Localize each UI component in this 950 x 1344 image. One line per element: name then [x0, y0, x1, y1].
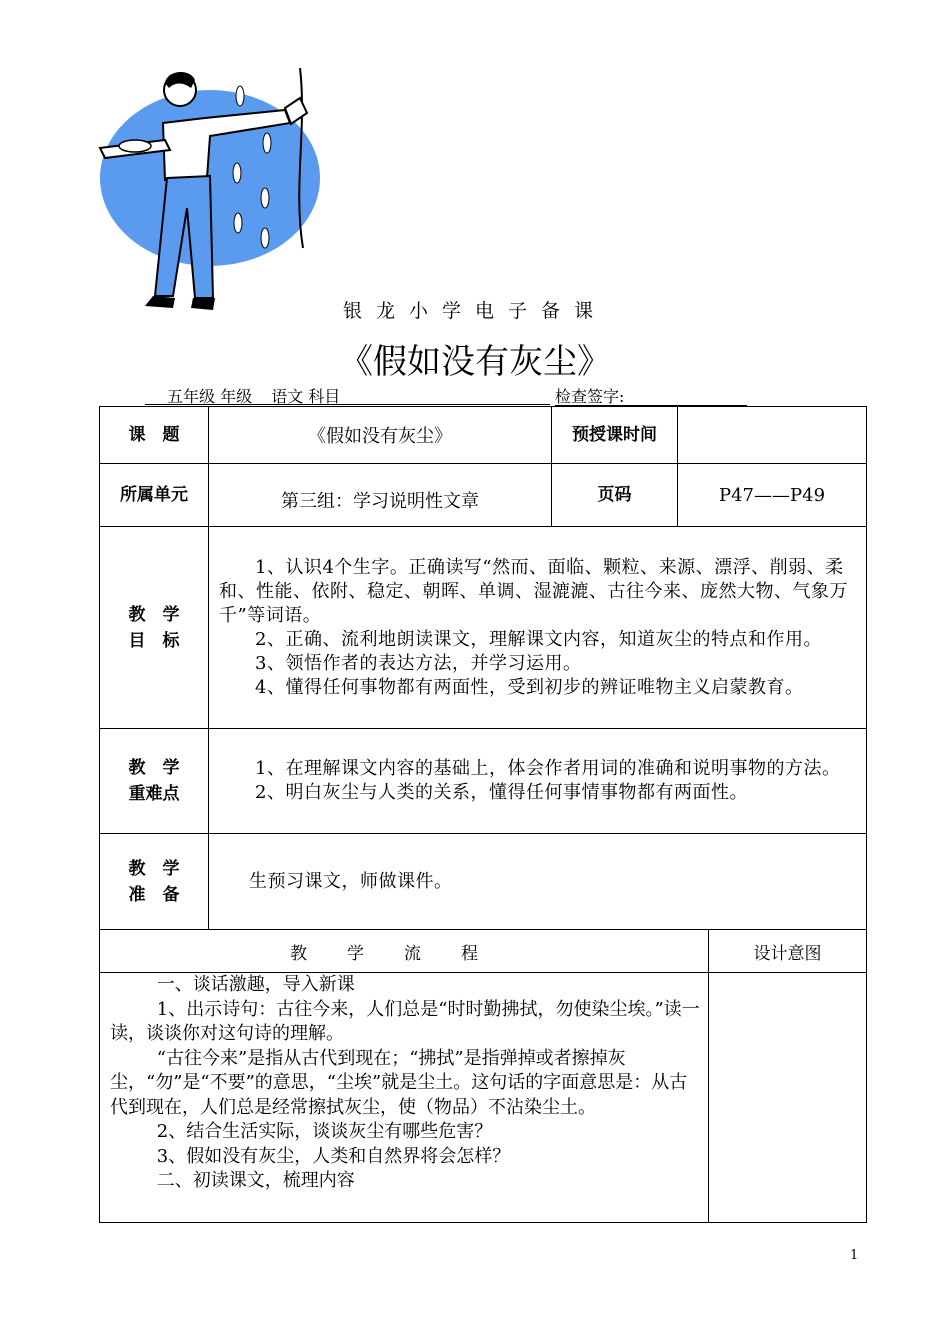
lesson-plan-table: [99, 406, 867, 1223]
lesson-title: 《假如没有灰尘》: [339, 342, 611, 382]
flow-label: 教学流程: [100, 930, 709, 973]
check-label: 检查签字:: [555, 387, 625, 406]
flow-item: 3、假如没有灰尘，人类和自然界将会怎样？: [156, 1145, 511, 1167]
goal-item: 4、懂得任何事物都有两面性，受到初步的辨证唯物主义启蒙教育。: [255, 676, 804, 698]
key-points-row: [100, 729, 867, 834]
key-point-item: 2、明白灰尘与人类的关系，懂得任何事情事物都有两面性。: [255, 782, 748, 803]
flow-item: 1、出示诗句：古往今来，人们总是“时时勤拂拭，勿使染尘埃。”读一读，谈谈你对这句诗的理解。: [110, 998, 700, 1044]
flow-item: “古往今来”是指从古代到现在；“拂拭”是指弹掉或者擦掉灰尘，“勿”是“不要”的意思，“尘埃”就是尘土。这句话的字面意思是：从古代到现在，人们总是经常擦拭灰尘，使（物品）不沾染尘土。: [110, 1047, 688, 1118]
subject-text: 语文 科目: [271, 387, 341, 406]
intent-label: 设计意图: [709, 930, 867, 973]
flow-item: 二、初读课文，梳理内容: [156, 1170, 355, 1191]
key-points-content: [209, 729, 867, 834]
goals-content: [209, 527, 867, 729]
key-label-line1: 教 学: [128, 758, 180, 778]
goals-label-line1: 教 学: [128, 604, 180, 625]
prep-label-line1: 教 学: [128, 858, 180, 879]
flow-item: 一、谈话激趣，导入新课: [156, 974, 355, 995]
prep-value: 生预习课文，师做课件。: [209, 834, 867, 930]
flow-body-row: [100, 973, 867, 1223]
prep-label-line2: 准 备: [128, 884, 180, 905]
key-label: [100, 729, 209, 834]
unit-label: 所属单元: [100, 464, 209, 527]
page-number: 1: [850, 1248, 859, 1263]
key-point-item: 1、在理解课文内容的基础上，体会作者用词的准确和说明事物的方法。: [255, 758, 841, 779]
school-heading: 银龙小学电子备课: [342, 300, 607, 322]
unit-value: 第三组：学习说明性文章: [209, 464, 552, 527]
page-label: 页码: [552, 464, 678, 527]
flow-header-row: [100, 930, 867, 973]
unit-row: [100, 464, 867, 527]
time-value: [678, 407, 867, 464]
topic-label: 课 题: [100, 407, 209, 464]
intent-content: [709, 973, 867, 1223]
grade-subject-line: [145, 384, 550, 405]
topic-value: 《假如没有灰尘》: [209, 407, 552, 464]
topic-row: [100, 407, 867, 464]
time-label: 预授课时间: [552, 407, 678, 464]
flow-item: 2、结合生活实际，谈谈灰尘有哪些危害？: [156, 1121, 493, 1142]
waiter-clipart-image: [95, 68, 325, 318]
goals-row: [100, 527, 867, 729]
goal-item: 3、领悟作者的表达方法，并学习运用。: [255, 652, 582, 674]
grade-text: 五年级 年级: [167, 387, 253, 406]
flow-content: [100, 973, 709, 1223]
prep-row: [100, 834, 867, 930]
key-label-line2: 重难点: [128, 784, 180, 804]
goal-item: 1、认识4个生字。正确读写“然而、面临、颗粒、来源、漂浮、削弱、柔和、性能、依附、稳定、朝晖、单调、湿漉漉、古往今来、庞然大物、气象万千”等词语。: [219, 556, 848, 626]
prep-label: [100, 834, 209, 930]
page-value: P47——P49: [678, 464, 867, 527]
goal-item: 2、正确、流利地朗读课文，理解课文内容，知道灰尘的特点和作用。: [255, 628, 822, 650]
goals-label-line2: 目 标: [128, 630, 180, 651]
check-signature-line: [555, 384, 747, 406]
goals-label: [100, 527, 209, 729]
